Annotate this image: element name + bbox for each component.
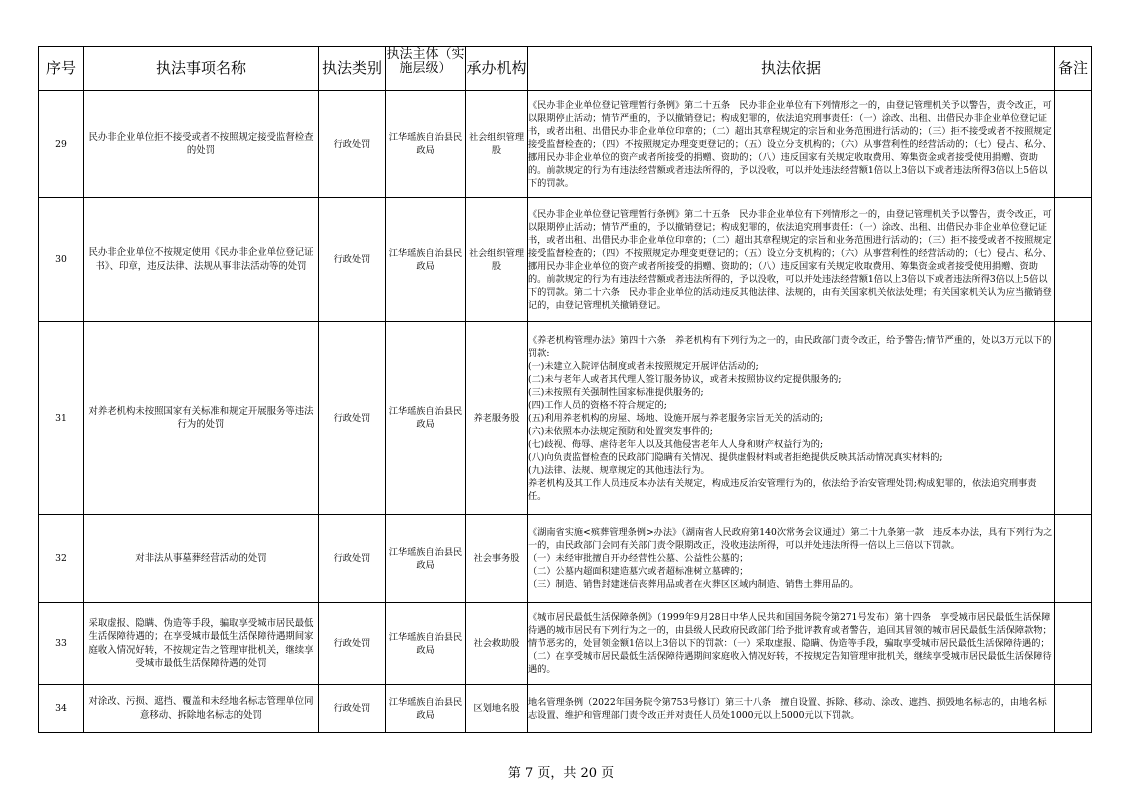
- row-office: 社会组织管理股: [466, 91, 528, 198]
- header-subject: 执法主体（实施层级）: [386, 47, 466, 91]
- row-category: 行政处罚: [319, 603, 386, 685]
- row-category: 行政处罚: [319, 322, 386, 515]
- row-subject: 江华瑶族自治县民政局: [386, 198, 466, 322]
- header-remarks: 备注: [1055, 47, 1092, 91]
- row-subject: 江华瑶族自治县民政局: [386, 685, 466, 733]
- row-seq: 32: [39, 515, 84, 603]
- table-row: [39, 198, 1092, 322]
- row-item-name: 民办非企业单位拒不接受或者不按照规定接受监督检查的处罚: [84, 91, 319, 198]
- table-row: [39, 685, 1092, 733]
- row-seq: 31: [39, 322, 84, 515]
- row-item-name: 采取虚报、隐瞒、伪造等手段，骗取享受城市居民最低生活保障待遇的；在享受城市最低生活保障待遇期间家庭收入情况好转，不按规定告之管理审批机关，继续享受城市最低生活保障待遇的处罚: [84, 603, 319, 685]
- row-seq: 29: [39, 91, 84, 198]
- header-office: 承办机构: [466, 47, 528, 91]
- row-item-name: 对非法从事墓葬经营活动的处罚: [84, 515, 319, 603]
- table-row: [39, 322, 1092, 515]
- row-office: 养老服务股: [466, 322, 528, 515]
- row-seq: 30: [39, 198, 84, 322]
- row-office: 社会救助股: [466, 603, 528, 685]
- row-subject: 江华瑶族自治县民政局: [386, 322, 466, 515]
- row-basis: 《养老机构管理办法》第四十六条 养老机构有下列行为之一的，由民政部门责令改正，给予警告;情节严重的，处以3万元以下的罚款: (一)未建立入院评估制度或者未按照规定开展评估活动的; (二)未与老年人或者其代理人签订服务协议，或者未按照协议约定提供服务的; (三)未按照有关强制性国家标准提供服务的; (四)工作人员的资格不符合规定的; (五)利用养老机构的房屋、场地、设施开展与养老服务宗旨无关的活动的; (六)未依照本办法规定预防和处置突发事件的; (七)歧视、侮辱、虐待老年人以及其他侵害老年人人身和财产权益行为的; (八)向负责监督检查的民政部门隐瞒有关情况、提供虚假材料或者拒绝提供反映其活动情况真实材料的; (九)法律、法规、规章规定的其他违法行为。 养老机构及其工作人员违反本办法有关规定，构成违反治安管理行为的，依法给予治安管理处罚;构成犯罪的，依法追究刑事责任。: [528, 322, 1055, 515]
- row-remarks: [1055, 515, 1092, 603]
- header-basis: 执法依据: [528, 47, 1055, 91]
- enforcement-table: [38, 46, 1092, 733]
- row-seq: 33: [39, 603, 84, 685]
- row-basis: 《城市居民最低生活保障条例》（1999年9月28日中华人民共和国国务院令第271号发布）第十四条 享受城市居民最低生活保障待遇的城市居民有下列行为之一的，由县级人民政府民政部门给予批评教育或者警告，追回其冒领的城市居民最低生活保障款物；情节恶劣的，处冒领金额1倍以上3倍以下的罚款：（一）采取虚报、隐瞒、伪造等手段，骗取享受城市居民最低生活保障待遇的；（二）在享受城市居民最低生活保障待遇期间家庭收入情况好转，不按规定告知管理审批机关，继续享受城市居民最低生活保障待遇的。: [528, 603, 1055, 685]
- row-category: 行政处罚: [319, 515, 386, 603]
- row-office: 社会组织管理股: [466, 198, 528, 322]
- row-item-name: 对养老机构未按照国家有关标准和规定开展服务等违法行为的处罚: [84, 322, 319, 515]
- header-row: [39, 47, 1092, 91]
- table-row: [39, 515, 1092, 603]
- row-category: 行政处罚: [319, 198, 386, 322]
- row-remarks: [1055, 685, 1092, 733]
- row-subject: 江华瑶族自治县民政局: [386, 515, 466, 603]
- row-subject: 江华瑶族自治县民政局: [386, 603, 466, 685]
- header-seq: 序号: [39, 47, 84, 91]
- table-row: [39, 603, 1092, 685]
- header-category: 执法类别: [319, 47, 386, 91]
- row-item-name: 对涂改、污损、遮挡、覆盖和未经地名标志管理单位同意移动、拆除地名标志的处罚: [84, 685, 319, 733]
- row-basis: 《民办非企业单位登记管理暂行条例》第二十五条 民办非企业单位有下列情形之一的，由登记管理机关予以警告，责令改正，可以限期停止活动；情节严重的，予以撤销登记；构成犯罪的，依法追究刑事责任：（一）涂改、出租、出借民办非企业单位登记证书，或者出租、出借民办非企业单位印章的；（二）超出其章程规定的宗旨和业务范围进行活动的；（三）拒不接受或者不按照规定接受监督检查的；（四）不按照规定办理变更登记的；（五）设立分支机构的；（六）从事营利性的经营活动的；（七）侵占、私分、挪用民办非企业单位的资产或者所接受的捐赠、资助的；（八）违反国家有关规定收取费用、筹集资金或者接受使用捐赠、资助的。前款规定的行为有违法经营额或者违法所得的，予以没收，可以并处违法经营额1倍以上3倍以下或者违法所得3倍以上5倍以下的罚款。第二十六条 民办非企业单位的活动违反其他法律、法规的，由有关国家机关依法处理；有关国家机关认为应当撤销登记的，由登记管理机关撤销登记。: [528, 198, 1055, 322]
- row-remarks: [1055, 91, 1092, 198]
- header-item: 执法事项名称: [84, 47, 319, 91]
- row-seq: 34: [39, 685, 84, 733]
- row-basis: 《民办非企业单位登记管理暂行条例》第二十五条 民办非企业单位有下列情形之一的，由登记管理机关予以警告，责令改正，可以限期停止活动；情节严重的，予以撤销登记；构成犯罪的，依法追究刑事责任：（一）涂改、出租、出借民办非企业单位登记证书，或者出租、出借民办非企业单位印章的；（二）超出其章程规定的宗旨和业务范围进行活动的；（三）拒不接受或者不按照规定接受监督检查的；（四）不按照规定办理变更登记的；（五）设立分支机构的；（六）从事营利性的经营活动的；（七）侵占、私分、挪用民办非企业单位的资产或者所接受的捐赠、资助的；（八）违反国家有关规定收取费用、筹集资金或者接受使用捐赠、资助的。前款规定的行为有违法经营额或者违法所得的，予以没收，可以并处违法经营额1倍以上3倍以下或者违法所得3倍以上5倍以下的罚款。: [528, 91, 1055, 198]
- row-item-name: 民办非企业单位不按规定使用《民办非企业单位登记证书》、印章，违反法律、法规从事非法活动等的处罚: [84, 198, 319, 322]
- row-remarks: [1055, 322, 1092, 515]
- row-remarks: [1055, 603, 1092, 685]
- row-basis: 地名管理条例（2022年国务院令第753号修订）第三十八条 擅自设置、拆除、移动、涂改、遮挡、损毁地名标志的，由地名标志设置、维护和管理部门责令改正并对责任人员处1000元以上5000元以下罚款。: [528, 685, 1055, 733]
- row-remarks: [1055, 198, 1092, 322]
- row-basis: 《湖南省实施<殡葬管理条例>办法》（湖南省人民政府第140次常务会议通过）第二十九条第一款 违反本办法，具有下列行为之一的，由民政部门会同有关部门责令限期改正，没收违法所得，可以并处违法所得一倍以上三倍以下罚款。 （一）未经审批擅自开办经营性公墓、公益性公墓的； （二）公墓内超面积建造墓穴或者超标准树立墓碑的； （三）制造、销售封建迷信丧葬用品或者在火葬区区域内制造、销售土葬用品的。: [528, 515, 1055, 603]
- row-category: 行政处罚: [319, 91, 386, 198]
- row-category: 行政处罚: [319, 685, 386, 733]
- row-subject: 江华瑶族自治县民政局: [386, 91, 466, 198]
- page-number-footer: 第 7 页，共 20 页: [507, 766, 615, 781]
- table-row: [39, 91, 1092, 198]
- row-office: 区划地名股: [466, 685, 528, 733]
- row-office: 社会事务股: [466, 515, 528, 603]
